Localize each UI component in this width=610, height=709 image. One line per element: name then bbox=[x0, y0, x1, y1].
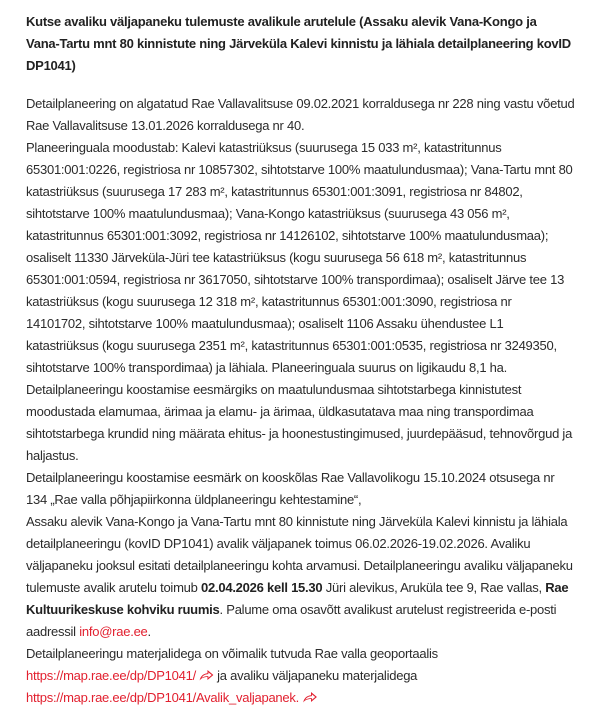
share-arrow-icon[interactable] bbox=[303, 692, 317, 703]
geoportal-link[interactable] bbox=[26, 668, 214, 683]
email-link[interactable]: info@rae.ee bbox=[79, 624, 148, 639]
body-line: 65301:001:0594, registriosa nr 3617050, sihtotstarve 100% transpordimaa); osaliselt Järve tee 13 bbox=[26, 272, 565, 287]
body-line: katastriüksus (kogu suurusega 12 318 m², katastritunnus 65301:001:3090, registriosa nr bbox=[26, 294, 512, 309]
body-line: osaliselt 11330 Järveküla-Jüri tee katastriüksus (kogu suurusega 56 618 m², katastritunnus bbox=[26, 250, 527, 265]
body-line: Assaku alevik Vana-Kongo ja Vana-Tartu mnt 80 kinnistute ning Järveküla Kalevi kinnistu ja lähiala bbox=[26, 514, 568, 529]
document-title bbox=[26, 11, 606, 77]
venue-line bbox=[26, 599, 598, 621]
body-line: haljastus. bbox=[26, 448, 79, 463]
body-line: Planeeringuala moodustab: Kalevi katastriüksus (suurusega 15 033 m², katastritunnus bbox=[26, 140, 502, 155]
body-line: 65301:001:0226, registriosa nr 10857302, sihtotstarve 100% maatulundusmaa); Vana-Tartu mnt 80 bbox=[26, 162, 573, 177]
body-line: moodustada elamumaa, ärimaa ja elamu- ja ärimaa, üldkasutatava maa ning transpordimaa bbox=[26, 404, 534, 419]
title-line: Kutse avaliku väljapaneku tulemuste avalikule arutelule (Assaku alevik Vana-Kongo ja bbox=[26, 14, 537, 29]
title-line: Vana-Tartu mnt 80 kinnistute ning Järveküla Kalevi kinnistu ja lähiala detailplaneering kovID bbox=[26, 36, 571, 51]
body-line: katastriüksus (kogu suurusega 2351 m², katastritunnus 65301:001:0535, registriosa nr 3249350, bbox=[26, 338, 557, 353]
body-line: Detailplaneeringu koostamise eesmärk on kooskõlas Rae Vallavolikogu 15.10.2024 otsusega nr bbox=[26, 470, 555, 485]
email-suffix: . bbox=[147, 624, 151, 639]
email-prefix: aadressil bbox=[26, 624, 80, 639]
document bbox=[26, 11, 606, 709]
body-line: Detailplaneering on algatatud Rae Vallavalitsuse 09.02.2021 korraldusega nr 228 ning vastu võetud bbox=[26, 96, 575, 111]
body-line: sihtotstarbega krundid ning määrata ehitus- ja hoonestustingimused, juurdepääsud, tehnovõrgud ja bbox=[26, 426, 573, 441]
venue-name-cont: Kultuurikeskuse kohviku ruumis bbox=[26, 602, 220, 617]
body-line: 14101702, sihtotstarve 100% maatulundusmaa); osaliselt 1106 Assaku ühendustee L1 bbox=[26, 316, 504, 331]
body-line: sihtotstarve 100% transpordimaa) ja lähiala. Planeeringuala suurus on ligikaudu 8,1 ha. bbox=[26, 360, 508, 375]
link2-line bbox=[26, 687, 598, 709]
body-line: detailplaneeringu (kovID DP1041) avalik väljapanek toimus 06.02.2026-19.02.2026. Avaliku bbox=[26, 536, 531, 551]
venue-name: Rae bbox=[545, 580, 569, 595]
public-display-link[interactable] bbox=[26, 690, 317, 705]
link1-suffix: ja avaliku väljapaneku materjalidega bbox=[213, 668, 418, 683]
materials-line: Detailplaneeringu materjalidega on võimalik tutvuda Rae valla geoportaalis bbox=[26, 646, 438, 661]
public-display-link-text[interactable]: https://map.rae.ee/dp/DP1041/Avalik_valjapanek. bbox=[26, 690, 300, 705]
discussion-date-time: 02.04.2026 kell 15.30 bbox=[201, 580, 323, 595]
body-line: väljapaneku jooksul esitati detailplaneeringu kohta arvamusi. Detailplaneeringu avaliku väljapaneku bbox=[26, 558, 573, 573]
registration-text: . Palume oma osavõtt avalikust arutelust registreerida e-posti bbox=[219, 602, 557, 617]
title-line: DP1041) bbox=[26, 58, 76, 73]
body-line: katastritunnus 65301:001:3092, registriosa nr 14126102, sihtotstarve 100% maatulundusmaa); bbox=[26, 228, 549, 243]
discussion-line bbox=[26, 577, 598, 599]
document-body bbox=[26, 93, 606, 709]
discussion-location: Jüri alevikus, Aruküla tee 9, Rae vallas, bbox=[322, 580, 546, 595]
body-line: Rae Vallavalitsuse 13.01.2026 korraldusega nr 40. bbox=[26, 118, 305, 133]
share-arrow-icon[interactable] bbox=[200, 670, 214, 681]
body-line: 134 „Rae valla põhjapiirkonna üldplaneeringu kehtestamine“, bbox=[26, 492, 362, 507]
discussion-text: tulemuste avalik arutelu toimub bbox=[26, 580, 202, 595]
body-line: Detailplaneeringu koostamise eesmärgiks on maatulundusmaa sihtotstarbega kinnistutest bbox=[26, 382, 522, 397]
geoportal-link-text[interactable]: https://map.rae.ee/dp/DP1041/ bbox=[26, 668, 196, 683]
body-line: sihtotstarve 100% maatulundusmaa); Vana-Kongo katastriüksus (suurusega 43 056 m², bbox=[26, 206, 510, 221]
body-line: katastriüksus (suurusega 17 283 m², katastritunnus 65301:001:3091, registriosa nr 84802, bbox=[26, 184, 523, 199]
link1-line bbox=[26, 665, 598, 687]
